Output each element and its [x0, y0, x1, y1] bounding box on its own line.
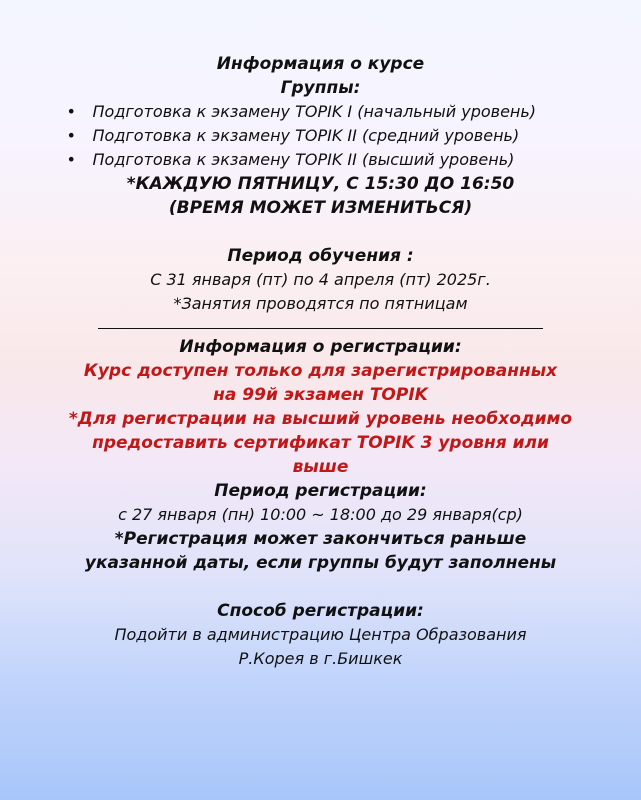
list-item [61, 124, 581, 148]
study-period-title: Период обучения : [227, 246, 414, 266]
method-text: Подойти в администрацию Центра Образования [114, 625, 527, 644]
schedule-line: *КАЖДУЮ ПЯТНИЦУ, С 15:30 ДО 16:50 [126, 174, 515, 194]
registration-requirement: предоставить сертификат TOPIK 3 уровня или [92, 433, 549, 453]
registration-period-dates: с 27 января (пн) 10:00 ~ 18:00 до 29 января(ср) [118, 505, 523, 524]
groups-label: Группы: [280, 78, 361, 98]
bullet-icon: • [66, 102, 76, 121]
spacer [0, 220, 641, 244]
list-item [61, 148, 581, 172]
bullet-icon: • [66, 126, 76, 145]
course-info-title: Информация о курсе [216, 54, 425, 74]
schedule-note: (ВРЕМЯ МОЖЕТ ИЗМЕНИТЬСЯ) [168, 198, 473, 218]
registration-period-title: Период регистрации: [214, 481, 427, 501]
groups-list [61, 100, 581, 172]
bullet-icon: • [66, 150, 76, 169]
registration-warning: указанной даты, если группы будут заполнены [84, 553, 557, 573]
registration-title: Информация о регистрации: [179, 337, 462, 357]
group-label: Подготовка к экзамену TOPIK I (начальный уровень) [92, 102, 537, 121]
study-period-note: *Занятия проводятся по пятницам [173, 294, 468, 313]
registration-requirement: Курс доступен только для зарегистрированных [83, 361, 558, 381]
group-label: Подготовка к экзамену TOPIK II (высший уровень) [92, 150, 515, 169]
method-section [0, 599, 641, 671]
course-info-section [0, 52, 641, 220]
method-title: Способ регистрации: [217, 601, 424, 621]
registration-requirement: *Для регистрации на высший уровень необходимо [68, 409, 573, 429]
spacer [0, 575, 641, 599]
registration-requirement: выше [292, 457, 349, 477]
divider [98, 328, 543, 329]
list-item [61, 100, 581, 124]
registration-section [0, 335, 641, 575]
study-period-section [0, 244, 641, 316]
study-period-dates: С 31 января (пт) по 4 апреля (пт) 2025г. [150, 270, 491, 289]
registration-warning: *Регистрация может закончиться раньше [114, 529, 527, 549]
group-label: Подготовка к экзамену TOPIK II (средний уровень) [92, 126, 520, 145]
registration-requirement: на 99й экзамен TOPIK [213, 385, 428, 405]
method-text: Р.Корея в г.Бишкек [238, 649, 403, 668]
